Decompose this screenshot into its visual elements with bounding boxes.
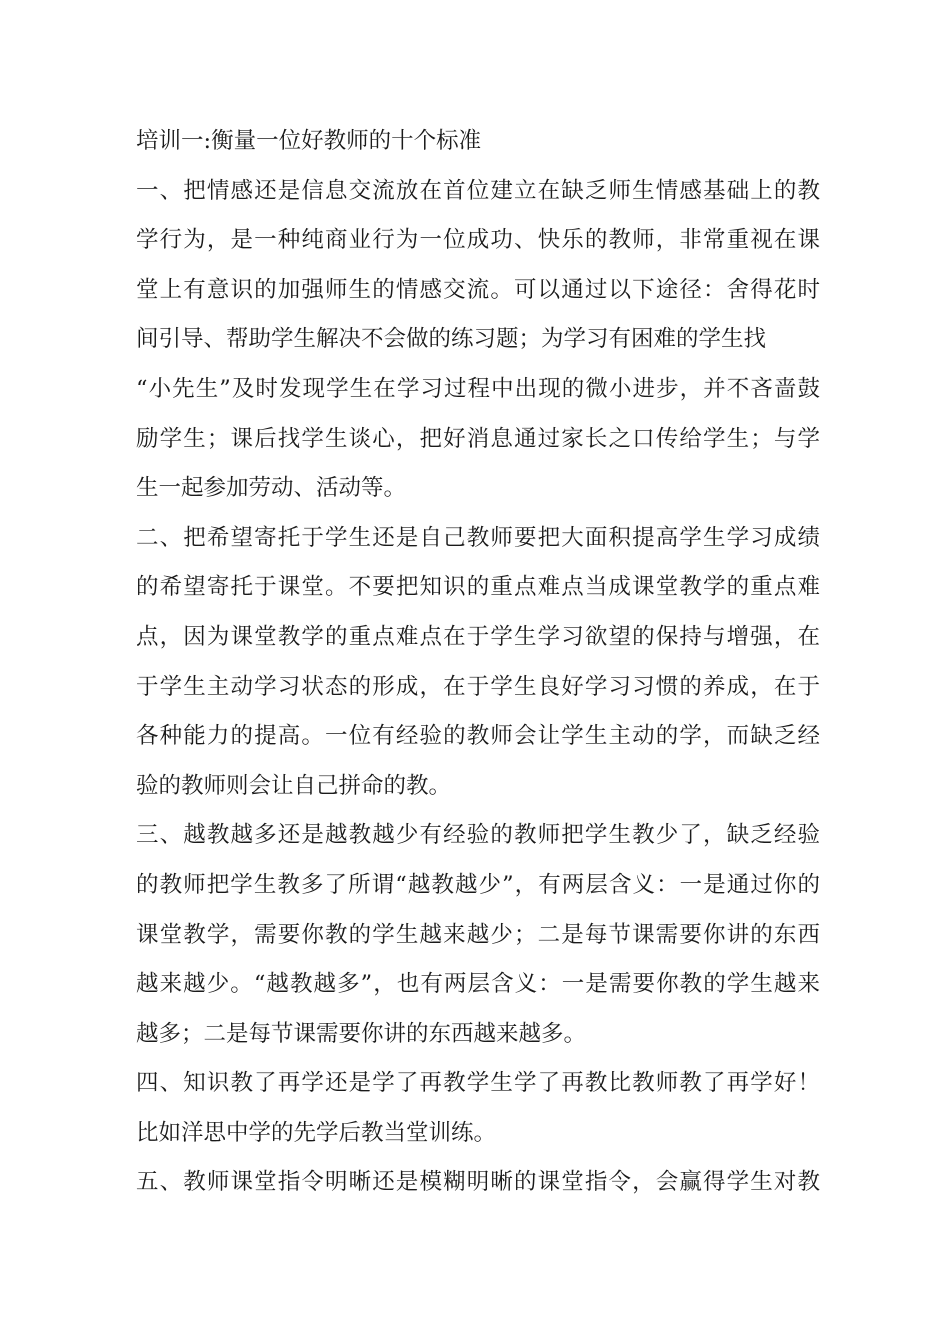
- text-line: 的希望寄托于课堂。不要把知识的重点难点当成课堂教学的重点难: [136, 574, 820, 601]
- text-line: 于学生主动学习状态的形成，在于学生良好学习习惯的养成，在于: [136, 673, 820, 700]
- text-line: 励学生；课后找学生谈心，把好消息通过家长之口传给学生；与学: [136, 425, 820, 452]
- text-line: 课堂教学，需要你教的学生越来越少；二是每节课需要你讲的东西: [136, 921, 820, 948]
- text-line: 越来越少。“越教越多”，也有两层含义：一是需要你教的学生越来: [136, 971, 820, 998]
- text-line: 生一起参加劳动、活动等。: [136, 475, 407, 502]
- text-line: 五、教师课堂指令明晰还是模糊明晰的课堂指令，会赢得学生对教: [136, 1169, 820, 1196]
- document-body: [136, 117, 820, 1208]
- text-line: “小先生”及时发现学生在学习过程中出现的微小进步，并不吝啬鼓: [136, 375, 820, 402]
- text-line: 各种能力的提高。一位有经验的教师会让学生主动的学，而缺乏经: [136, 723, 820, 750]
- text-line: 的教师把学生教多了所谓“越教越少”，有两层含义：一是通过你的: [136, 871, 820, 898]
- text-line: 二、把希望寄托于学生还是自己教师要把大面积提高学生学习成绩: [136, 524, 820, 551]
- text-line: 越多；二是每节课需要你讲的东西越来越多。: [136, 1020, 587, 1047]
- text-line: 学行为，是一种纯商业行为一位成功、快乐的教师，非常重视在课: [136, 227, 820, 254]
- text-line: 一、把情感还是信息交流放在首位建立在缺乏师生情感基础上的教: [136, 177, 820, 204]
- text-line: 堂上有意识的加强师生的情感交流。可以通过以下途径：舍得花时: [136, 276, 820, 303]
- text-line: 四、知识教了再学还是学了再教学生学了再教比教师教了再学好！: [136, 1070, 820, 1097]
- text-line: 点，因为课堂教学的重点难点在于学生学习欲望的保持与增强，在: [136, 623, 820, 650]
- document-title: 培训一:衡量一位好教师的十个标准: [136, 128, 482, 154]
- text-line: 间引导、帮助学生解决不会做的练习题；为学习有困难的学生找: [136, 326, 767, 353]
- text-line: 三、越教越多还是越教越少有经验的教师把学生教少了，缺乏经验: [136, 822, 820, 849]
- text-line: 比如洋思中学的先学后教当堂训练。: [136, 1119, 497, 1146]
- text-line: 验的教师则会让自己拼命的教。: [136, 772, 452, 799]
